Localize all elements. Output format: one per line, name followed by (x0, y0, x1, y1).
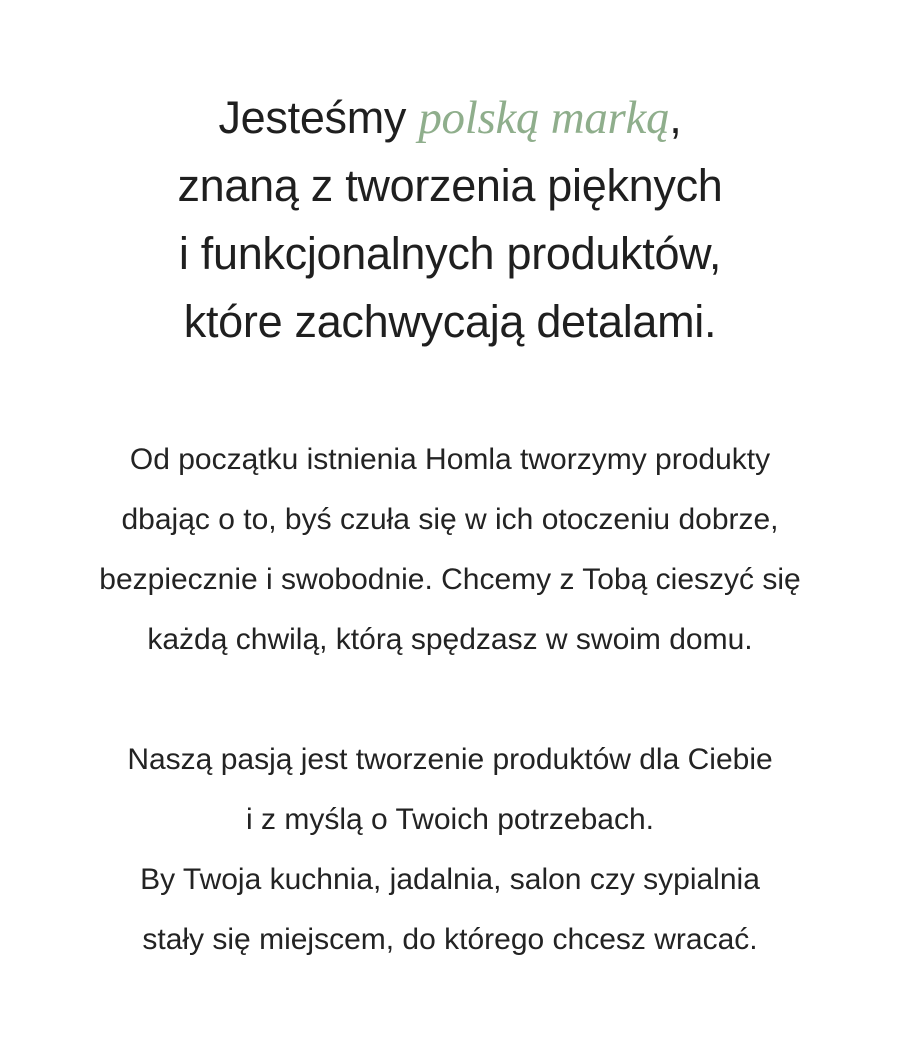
intro-paragraph (0, 430, 900, 670)
headline-line-4: które zachwycają detalami. (183, 296, 717, 347)
mission-paragraph (0, 730, 900, 970)
brand-headline (0, 84, 900, 356)
intro-line: bezpiecznie i swobodnie. Chcemy z Tobą cieszyć się (99, 563, 801, 596)
headline-prefix: Jesteśmy (218, 92, 419, 143)
headline-line-2: znaną z tworzenia pięknych (177, 160, 723, 211)
headline-accent: polską marką (418, 92, 670, 144)
intro-line: dbając o to, byś czuła się w ich otoczeniu dobrze, (121, 503, 779, 536)
intro-line: każdą chwilą, którą spędzasz w swoim domu. (147, 623, 753, 656)
intro-line: Od początku istnienia Homla tworzymy produkty (129, 443, 771, 476)
mission-line: stały się miejscem, do którego chcesz wracać. (142, 923, 758, 956)
headline-line-3: i funkcjonalnych produktów, (178, 228, 722, 279)
mission-line: By Twoja kuchnia, jadalnia, salon czy sypialnia (140, 863, 760, 896)
mission-line: i z myślą o Twoich potrzebach. (246, 803, 654, 836)
mission-line: Naszą pasją jest tworzenie produktów dla Ciebie (127, 743, 773, 776)
headline-line-1 (0, 84, 900, 152)
headline-suffix: , (669, 92, 682, 143)
